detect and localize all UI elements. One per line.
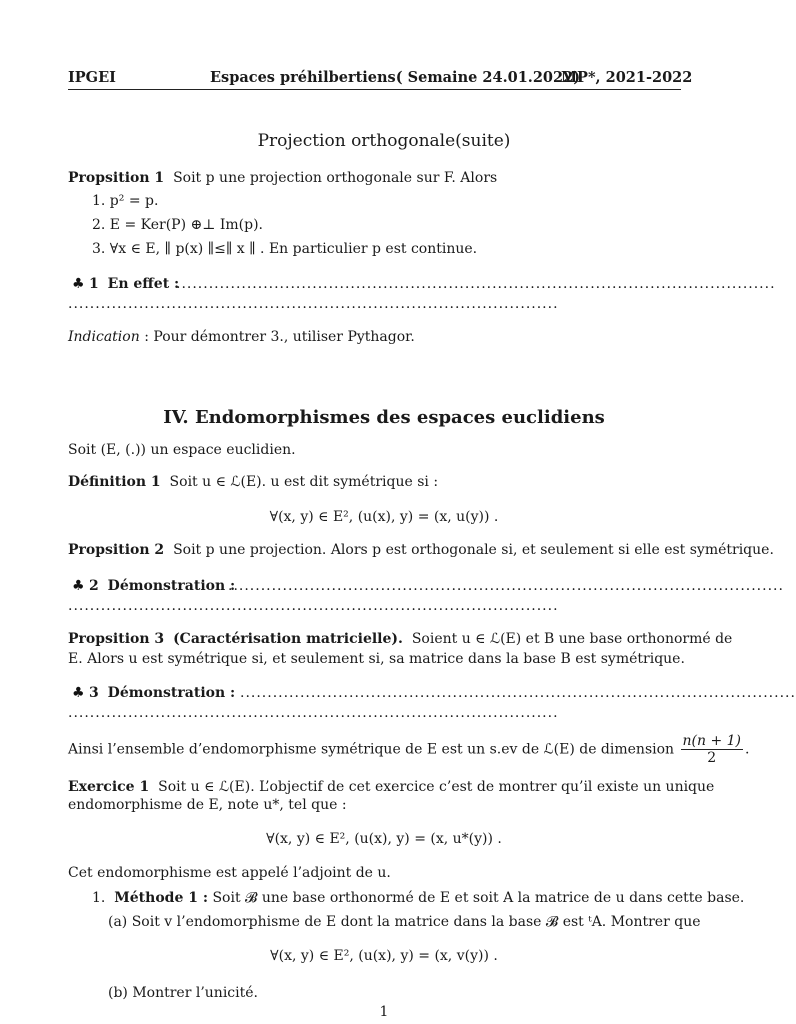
club3-label: Démonstration :	[107, 685, 236, 701]
club2-dots-line1: ......................................................................................................	[228, 578, 784, 594]
club3-line	[72, 685, 235, 701]
ex1-after: Cet endomorphisme est appelé l’adjoint de u.	[68, 865, 391, 881]
ex1-line1	[68, 779, 714, 795]
prop3-sublabel: (Caractérisation matricielle).	[173, 631, 403, 647]
ainsi-line: Ainsi l’ensemble d’endomorphisme symétrique de E est un s.ev de ℒ(E) de dimension $\frac{n(n + 1)}{2}$ .	[68, 733, 750, 766]
club1-label: En effet :	[107, 276, 180, 292]
def1-statement	[68, 474, 438, 490]
club2-label: Démonstration :	[107, 578, 236, 594]
club-icon: ♣	[72, 685, 85, 701]
fraction-numerator: n(n + 1)	[682, 733, 742, 749]
header-school: IPGEI	[68, 69, 116, 86]
page-number: 1	[379, 1004, 389, 1020]
prop3-line1	[68, 631, 732, 647]
indication-label: Indication	[68, 329, 140, 345]
club3-num: 3	[89, 685, 99, 701]
intro-text: Soit (E, (.)) un espace euclidien.	[68, 442, 296, 458]
method1-text: Soit 𝓑 une base orthonormé de E et soit A la matrice de u dans cette base.	[212, 890, 745, 906]
ex1-formula: ∀(x, y) ∈ E², (u(x), y) = (x, u*(y)) .	[266, 831, 502, 847]
section-title: Projection orthogonale(suite)	[257, 131, 511, 151]
sub-b-text: (b) Montrer l’unicité.	[108, 985, 258, 1001]
club1-num: 1	[89, 276, 99, 292]
fraction-denominator: 2	[707, 750, 717, 766]
method1-line	[92, 890, 744, 906]
prop1-item-2: 2. E = Ker(P) ⊕⊥ Im(p).	[92, 217, 264, 233]
club2-line	[72, 578, 235, 594]
club-icon: ♣	[72, 276, 85, 292]
ainsi-text: Ainsi l’ensemble d’endomorphisme symétrique de E est un s.ev de ℒ(E) de dimension	[68, 741, 675, 758]
ex1-line2: endomorphisme de E, note u*, tel que :	[68, 797, 347, 813]
header-course: Espaces préhilbertiens( Semaine 24.01.2022)	[210, 69, 581, 86]
dimension-fraction	[681, 733, 744, 766]
prop1-text: Soit p une projection orthogonale sur F. Alors	[173, 170, 498, 186]
prop1-label: Propsition 1	[68, 170, 165, 186]
club3-dots-line2: ..........................................................................................	[68, 705, 559, 721]
def1-text: Soit u ∈ ℒ(E). u est dit symétrique si :	[169, 474, 439, 490]
prop1-item-1: 1. p² = p.	[92, 193, 159, 209]
part-title: IV. Endomorphismes des espaces euclidiens	[163, 407, 605, 428]
prop3-text-line1: Soient u ∈ ℒ(E) et B une base orthonormé de	[411, 631, 733, 647]
club1-dots-line2: ..........................................................................................	[68, 296, 559, 312]
club3-dots-line1: ......................................................................................................	[240, 685, 796, 701]
indication-text: : Pour démontrer 3., utiliser Pythagor.	[144, 329, 415, 345]
club1-dots-line1: ..............................................................................................................	[176, 276, 776, 292]
method1-label: Méthode 1 :	[114, 890, 209, 906]
sub-a-formula: ∀(x, y) ∈ E², (u(x), y) = (x, v(y)) .	[270, 948, 498, 964]
ex1-text-line1: Soit u ∈ ℒ(E). L’objectif de cet exercice c’est de montrer qu’il existe un unique	[158, 779, 715, 795]
prop3-label: Propsition 3	[68, 631, 165, 647]
prop2-label: Propsition 2	[68, 542, 165, 558]
prop3-line2: E. Alors u est symétrique si, et seulement si, sa matrice dans la base B est symétrique.	[68, 651, 685, 667]
ex1-label: Exercice 1	[68, 779, 150, 795]
method1-number: 1.	[92, 890, 110, 906]
header-rule	[68, 89, 681, 90]
def1-formula: ∀(x, y) ∈ E², (u(x), y) = (x, u(y)) .	[269, 509, 499, 525]
prop1-item-3: 3. ∀x ∈ E, ∥ p(x) ∥≤∥ x ∥ . En particulier p est continue.	[92, 241, 478, 257]
club2-num: 2	[89, 578, 99, 594]
def1-label: Définition 1	[68, 474, 161, 490]
prop1-statement	[68, 170, 497, 186]
prop2-statement	[68, 542, 774, 558]
sub-a-text: (a) Soit v l’endomorphisme de E dont la matrice dans la base 𝓑 est ᵗA. Montrer que	[108, 914, 701, 930]
indication	[68, 329, 415, 345]
header-class-year: MP*, 2021-2022	[561, 69, 693, 86]
club-icon: ♣	[72, 578, 85, 594]
prop2-text: Soit p une projection. Alors p est orthogonale si, et seulement si elle est symétrique.	[173, 542, 774, 558]
club2-dots-line2: ..........................................................................................	[68, 598, 559, 614]
